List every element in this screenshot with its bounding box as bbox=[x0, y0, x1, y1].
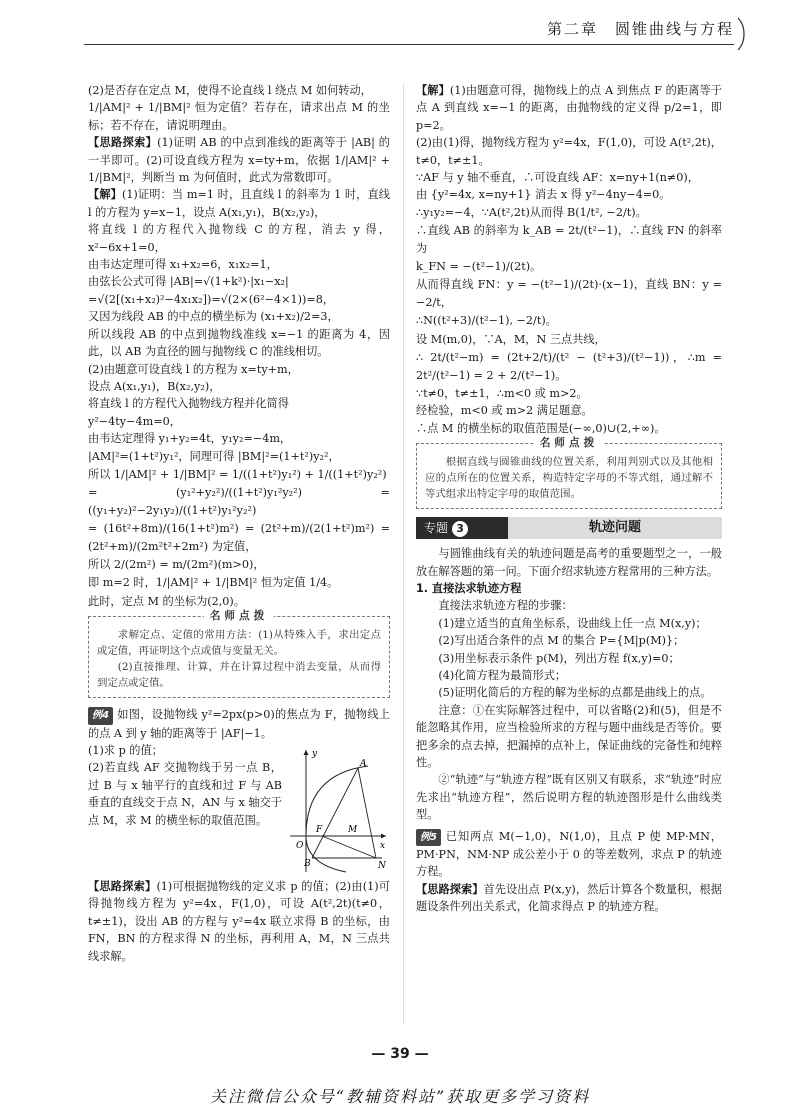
right-column bbox=[416, 82, 722, 916]
right-step-7: k_FN = −(t²−1)/(2t)。 bbox=[416, 260, 542, 274]
q2-text: (2)是否存在定点 M，使得不论直线 l 绕点 M 如何转动， bbox=[88, 84, 372, 97]
solution-step-11: y²−4ty−4m=0， bbox=[88, 414, 181, 428]
right-step-4: 由 {y²=4x, x=ny+1} 消去 x 得 y²−4ny−4=0。 bbox=[416, 188, 671, 202]
right-step-6: ∴直线 AB 的斜率为 k_AB = 2t/(t²−1)，∴直线 FN 的斜率为 bbox=[416, 224, 722, 255]
topic-intro: 与圆锥曲线有关的轨迹问题是高考的重要题型之一，一般放在解答题的第一问。下面介绍求轨迹方程常用的三种方法。 bbox=[416, 547, 722, 578]
fig-label-o: O bbox=[296, 841, 304, 851]
right-teacher-tip-box bbox=[416, 437, 722, 509]
explore3-label: 【思路探索】 bbox=[416, 882, 484, 896]
step-2: (2)写出适合条件的点 M 的集合 P={M|p(M)}； bbox=[438, 634, 685, 648]
solution-step-9: 设点 A(x₁,y₁)，B(x₂,y₂)， bbox=[88, 379, 221, 393]
right-step-13: 经检验，m<0 或 m>2 满足题意。 bbox=[416, 404, 593, 418]
fig-label-b: B bbox=[304, 859, 311, 869]
example-4-q1: (1)求 p 的值； bbox=[88, 744, 163, 757]
solution-step-14: 所以 1/|AM|² + 1/|BM|² = 1/((1+t²)y₁²) + 1/((1+t²)y₂²) bbox=[88, 467, 387, 481]
fig-label-f: F bbox=[316, 825, 323, 835]
teacher-tip-box bbox=[88, 610, 390, 698]
header-curl-icon bbox=[736, 16, 748, 52]
step-4: (4)化简方程为最简形式； bbox=[438, 668, 567, 682]
solution-step-6: 又因为线段 AB 的中点的横坐标为 (x₁+x₂)/2=3， bbox=[88, 310, 339, 324]
x-axis-arrow-icon bbox=[381, 834, 386, 839]
explore2-label: 【思路探索】 bbox=[88, 880, 157, 893]
parabola-figure bbox=[286, 744, 390, 876]
example-4-tag: 例4 bbox=[88, 707, 113, 724]
example-4-q2: (2)若直线 AF 交抛物线于另一点 B，过 B 与 x 轴平行的直线和过 F 与 AB 垂直的直线交于点 N，AN 与 x 轴交于点 M，求 M 的横坐标的取值范围。 bbox=[88, 761, 282, 827]
tip-text-1: 求解定点、定值的常用方法：(1)从特殊入手，求出定点或定值，再证明这个点或值与变量无关。 bbox=[97, 629, 381, 658]
right-step-12: ∵t≠0，t≠±1，∴m<0 或 m>2。 bbox=[416, 386, 588, 400]
right-step-14: ∴点 M 的横坐标的取值范围是(−∞,0)∪(2,+∞)。 bbox=[416, 421, 666, 435]
right-step-9: ∴N((t²+3)/(t²−1), −2/t)。 bbox=[416, 314, 557, 328]
line-fn bbox=[322, 836, 376, 858]
example-4-text: 如图，设抛物线 y²=2px(p>0)的焦点为 F，抛物线上的点 A 到 y 轴的距离等于 |AF|−1。 bbox=[88, 708, 390, 740]
right-step-8: 从而得直线 FN：y = −(t²−1)/(2t)·(x−1)，直线 BN：y = −2/t， bbox=[416, 278, 722, 309]
right-step-1: (1)由题意可得，抛物线上的点 A 到焦点 F 的距离等于点 A 到直线 x=−1 的距离，由抛物线的定义得 p/2=1，即 p=2。 bbox=[416, 84, 722, 132]
fig-label-m: M bbox=[348, 825, 358, 835]
method-1-title: 1. 直接法求轨迹方程 bbox=[416, 581, 522, 595]
right-step-3: ∵AF 与 y 轴不垂直，∴可设直线 AF：x=ny+1(n≠0)， bbox=[416, 171, 699, 185]
topic-banner bbox=[416, 517, 722, 539]
note-1: 注意：①在实际解答过程中，可以省略(2)和(5)，但是不能忽略其作用，应当检验所求的方程与题中曲线是否等价。要把多余的点去掉，把漏掉的点补上，保证曲线的完备性和纯粹性。 bbox=[416, 703, 722, 769]
solution-step-17: 所以 2/(2m²) = m/(2m²)(m>0)， bbox=[88, 557, 265, 571]
solution-step-12: 由韦达定理得 y₁+y₂=4t，y₁y₂=−4m， bbox=[88, 432, 292, 446]
line-af bbox=[312, 768, 358, 858]
step-1: (1)建立适当的直角坐标系，设曲线上任一点 M(x,y)； bbox=[438, 616, 707, 630]
left-column bbox=[88, 82, 390, 965]
solution-step-2: 将直线 l 的方程代入抛物线 C 的方程，消去 y 得，x²−6x+1=0， bbox=[88, 223, 390, 254]
solution-step-8: (2)由题意可设直线 l 的方程为 x=ty+m， bbox=[88, 362, 299, 376]
topic-title: 轨迹问题 bbox=[508, 517, 722, 539]
solution-step-15: = (y₁²+y₂²)/((1+t²)y₁²y₂²) = ((y₁+y₂)²−2y₁y₂)/((1+t²)y₁²y₂²) bbox=[88, 486, 390, 517]
right-step-11: ∴ 2t/(t²−m) = (2t+2/t)/(t² − (t²+3)/(t²−1))，∴m = 2t²/(t²−1) = 2 + 2/(t²−1)。 bbox=[416, 351, 722, 382]
fig-label-y: y bbox=[312, 749, 318, 759]
fig-label-a: A bbox=[360, 759, 367, 769]
example-5-text: 已知两点 M(−1,0)，N(1,0)，且点 P 使 MP·MN，PM·PN，NM·NP 成公差小于 0 的等差数列，求点 P 的轨迹方程。 bbox=[416, 829, 722, 879]
explore3-text: 首先设出点 P(x,y)，然后计算各个数量积，根据题设条件列出关系式，化简求得点 P 的轨迹方程。 bbox=[416, 882, 722, 914]
solution-step-4: 由弦长公式可得 |AB|=√(1+k²)·|x₁−x₂| bbox=[88, 275, 289, 289]
solution-label: 【解】 bbox=[88, 188, 122, 202]
right-tip-title: 名师点拨 bbox=[534, 435, 604, 451]
right-step-10: 设 M(m,0)，∵A，M，N 三点共线， bbox=[416, 332, 606, 346]
tip-title: 名师点拨 bbox=[204, 608, 274, 624]
solution-step-18: 即 m=2 时，1/|AM|² + 1/|BM|² 恒为定值 1/4。 bbox=[88, 576, 339, 590]
topic-label-box bbox=[416, 517, 508, 539]
example-5-tag: 例5 bbox=[416, 829, 441, 846]
note-2: ②“轨迹”与“轨迹方程”既有区别又有联系，求“轨迹”时应先求出“轨迹方程”，然后说明方程的轨迹图形是什么曲线类型。 bbox=[416, 773, 722, 822]
solution-step-10: 将直线 l 的方程代入抛物线方程并化简得 bbox=[88, 397, 289, 411]
fig-label-x: x bbox=[380, 841, 386, 851]
topic-label: 专题 bbox=[424, 521, 449, 536]
method-1-lead: 直接法求轨迹方程的步骤： bbox=[438, 599, 573, 613]
header-rule bbox=[84, 44, 734, 45]
solution-step-5: =√(2[(x₁+x₂)²−4x₁x₂])=√(2×(6²−4×1))=8， bbox=[88, 292, 335, 306]
solution-step-1: (1)证明：当 m=1 时，且直线 l 的斜率为 1 时，直线 l 的方程为 y=x−1，设点 A(x₁,y₁)，B(x₂,y₂)， bbox=[88, 188, 390, 219]
promo-note: 关注微信公众号“教辅资料站”获取更多学习资料 bbox=[209, 1087, 591, 1106]
topic-number: 3 bbox=[452, 521, 468, 537]
step-3: (3)用坐标表示条件 p(M)，列出方程 f(x,y)=0； bbox=[438, 651, 680, 665]
chapter-title: 第二章 圆锥曲线与方程 bbox=[546, 20, 734, 38]
solution-step-19: 此时，定点 M 的坐标为(2,0)。 bbox=[88, 594, 245, 608]
explore-label: 【思路探索】 bbox=[88, 136, 158, 150]
solution-step-3: 由韦达定理可得 x₁+x₂=6，x₁x₂=1， bbox=[88, 258, 278, 272]
page-number: — 39 — bbox=[371, 1046, 429, 1062]
parabola-diagram bbox=[286, 744, 390, 876]
y-axis-arrow-icon bbox=[304, 750, 309, 755]
solution-step-13: |AM|²=(1+t²)y₁²，同理可得 |BM|²=(1+t²)y₂²， bbox=[88, 449, 340, 463]
solution-step-16: = (16t²+8m)/(16(1+t²)m²) = (2t²+m)/(2(1+t²)m²) = (2t²+m)/(2m²t²+2m²) 为定值， bbox=[88, 522, 390, 553]
right-step-5: ∴y₁y₂=−4，∵A(t²,2t)从而得 B(1/t², −2/t)。 bbox=[416, 205, 647, 219]
step-5: (5)证明化简后的方程的解为坐标的点都是曲线上的点。 bbox=[438, 686, 712, 700]
solution-step-7: 所以线段 AB 的中点到抛物线准线 x=−1 的距离为 4，因此，以 AB 为直径的圆与抛物线 C 的准线相切。 bbox=[88, 327, 390, 359]
line-an bbox=[358, 768, 376, 858]
right-step-2: (2)由(1)得，抛物线方程为 y²=4x，F(1,0)，可设 A(t²,2t)，t≠0，t≠±1。 bbox=[416, 136, 722, 167]
right-tip-text: 根据直线与圆锥曲线的位置关系，利用判别式以及其他相应的点所在的位置关系，构造特定字母的不等式组，通过解不等式组求出特定字母的取值范围。 bbox=[425, 456, 713, 501]
q2-expr: 1/|AM|² + 1/|BM|² 恒为定值？若存在，请求出点 M 的坐标；若不存在，请说明理由。 bbox=[88, 101, 390, 132]
fig-label-n: N bbox=[378, 861, 386, 871]
right-solution-label: 【解】 bbox=[416, 84, 450, 97]
explore-text: (1)证明 AB 的中点到准线的距离等于 |AB| 的一半即可。(2)可设直线方程为 x=ty+m，依据 1/|AM|² + 1/|BM|²，判断当 m 为何值时，此式为常数即可。 bbox=[88, 136, 390, 185]
column-divider bbox=[403, 84, 404, 1024]
explore2-text: (1)可根据抛物线的定义求 p 的值；(2)由(1)可得抛物线方程为 y²=4x，F(1,0)，可设 A(t²,2t)(t≠0，t≠±1)，设出 AB 的方程与 y²=4x 联立求得 B 的坐标，由 FN，BN 的方程求得 N 的坐标，再利用 A，M，N 三点共线求解。 bbox=[88, 880, 390, 963]
parabola-curve bbox=[306, 766, 368, 872]
tip-text-2: (2)直接推理、计算，并在计算过程中消去变量，从而得到定点或定值。 bbox=[97, 661, 381, 690]
page-header bbox=[0, 14, 800, 54]
